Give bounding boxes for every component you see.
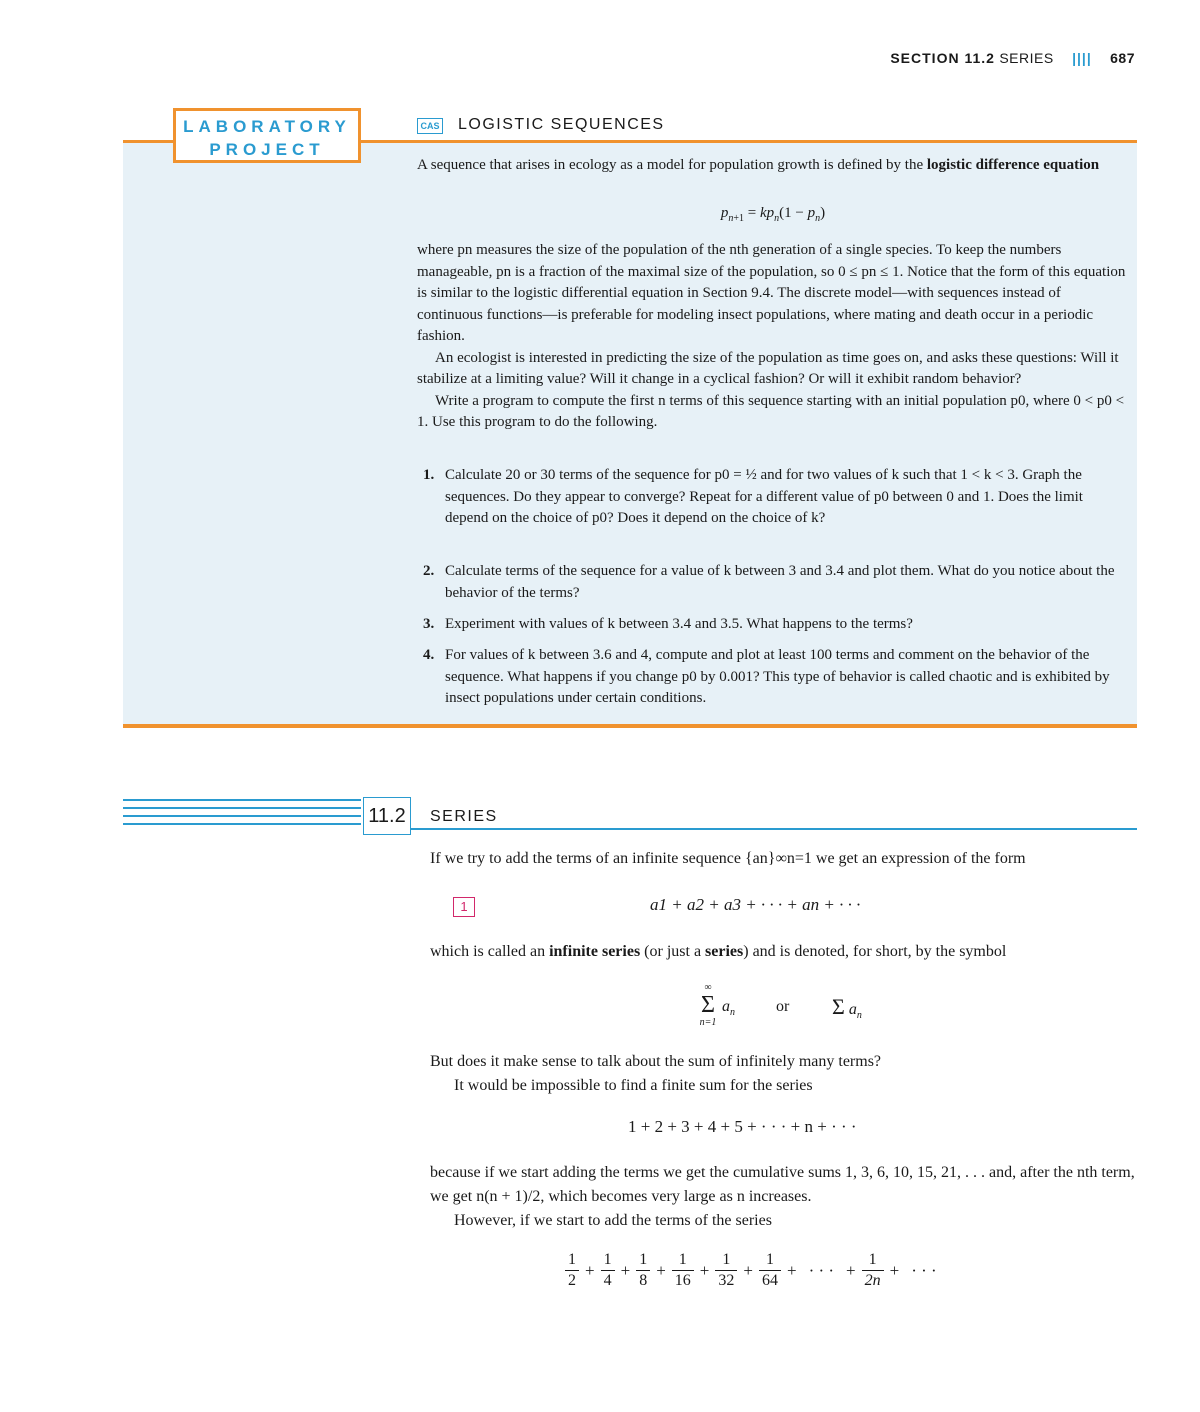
series-line1: If we try to add the terms of an infinite sequence {an}∞n=1 we get an expression of the form <box>430 850 1026 867</box>
line2-bold-series: series <box>705 943 744 960</box>
fraction-1-8: $\frac{1}{8}$ <box>636 1250 650 1291</box>
series-equation-3: $\frac{1}{2}$ + $\frac{1}{4}$ + $\frac{1}{8}$ + $\frac{1}{16}$ + $\frac{1}{32}$ + $\frac{1}{64}$ + · · · + $\frac{1}{2n}$ + · · · <box>565 1250 943 1291</box>
lab-paragraphs <box>417 240 1129 434</box>
fraction-1-2: $\frac{1}{2}$ <box>565 1250 579 1291</box>
badge-line1: LABORATORY <box>183 117 351 136</box>
sigma-icon: Σ <box>832 994 845 1019</box>
section-rule-2 <box>123 807 361 809</box>
series-paragraphs-2 <box>430 1161 1140 1233</box>
lab-item-3 <box>417 614 1129 636</box>
ellipsis: · · · <box>808 1260 835 1280</box>
fraction-1-16: $\frac{1}{16}$ <box>672 1250 694 1291</box>
logistic-equation: $p_{n+1} = kp_n(1 - p_n)$ <box>720 205 826 224</box>
sigma-icon: Σ <box>701 992 715 1018</box>
lab-para3: Write a program to compute the first n terms of this sequence starting with an initial population p0, where 0 < p0 < 1. Use this program to do the following. <box>417 392 1125 430</box>
series-equation-2: 1 + 2 + 3 + 4 + 5 + · · · + n + · · · <box>628 1117 857 1136</box>
ellipsis-end: · · · <box>911 1260 937 1280</box>
section-rule-1 <box>123 799 361 801</box>
item-number: 1. <box>423 467 435 483</box>
item-number: 4. <box>423 647 435 663</box>
line2-text-mid: (or just a <box>640 943 706 960</box>
page-number: 687 <box>1110 50 1135 66</box>
running-header <box>890 50 1135 66</box>
fraction-1-64: $\frac{1}{64}$ <box>759 1250 781 1291</box>
equation-number-marker: 1 <box>453 897 475 917</box>
sum-lower-limit: n=1 <box>699 1017 717 1028</box>
line2-bold-infinite-series: infinite series <box>549 943 641 960</box>
lab-intro <box>417 155 1129 177</box>
section-rule-3 <box>123 815 361 817</box>
item-text: For values of k between 3.6 and 4, compute and plot at least 100 terms and comment on the behavior of the sequence. What happens if you change p0 by 0.001? This type of behavior is called chaotic and is exhibited by insect populations under certain conditions. <box>445 647 1110 706</box>
lab-item-1 <box>417 465 1129 530</box>
header-bars: |||| <box>1072 50 1092 66</box>
fraction-1-2n: $\frac{1}{2n}$ <box>862 1250 884 1291</box>
lab-bottom-rule <box>123 724 1137 728</box>
fraction-1-32: $\frac{1}{32}$ <box>715 1250 737 1291</box>
item-text: Experiment with values of k between 3.4 and 3.5. What happens to the terms? <box>445 616 913 632</box>
cas-icon: CAS <box>417 118 443 134</box>
series-equation-1: a1 + a2 + a3 + · · · + an + · · · <box>650 895 861 914</box>
series-line2 <box>430 940 1140 964</box>
lab-item-4 <box>417 645 1129 710</box>
laboratory-project-badge <box>173 108 361 163</box>
lab-para2: An ecologist is interested in predicting the size of the population as time goes on, and asks these questions: Will it stabilize at a limiting value? Will it change in a cyclical fashion? Or will it exhibit random behavior? <box>417 349 1119 387</box>
section-name: SERIES <box>999 50 1054 66</box>
series-paragraphs <box>430 1050 1140 1098</box>
lab-para1: where pn measures the size of the population of the nth generation of a single species. To keep the numbers manageable, pn is a fraction of the maximal size of the population, so 0 ≤ pn ≤ 1. Notice that the form of this equation is similar to the logistic differential equation in Section 9.4. The discrete model—with sequences instead of continuous functions—is preferable for modeling insect populations, where mating and death occur in a periodic fashion. <box>417 242 1126 344</box>
section-rule-4 <box>123 823 361 825</box>
sum-or: or <box>776 998 790 1015</box>
item-number: 2. <box>423 563 435 579</box>
line2-text: which is called an <box>430 943 550 960</box>
item-text: Calculate 20 or 30 terms of the sequence for p0 = ½ and for two values of k such that 1 < k < 3. Graph the sequences. Do they appear to converge? Repeat for a different value of p0 between 0 and 1. Does the limit depend on the choice of p0? Does it depend on the choice of k? <box>445 467 1083 526</box>
lab-title: LOGISTIC SEQUENCES <box>458 116 665 133</box>
sum-term-an: $a_n$ <box>722 998 735 1019</box>
fraction-1-4: $\frac{1}{4}$ <box>601 1250 615 1291</box>
para-question: But does it make sense to talk about the sum of infinitely many terms? <box>430 1053 882 1070</box>
sum-upper-limit: ∞ <box>704 982 712 993</box>
badge-line2: PROJECT <box>209 140 325 159</box>
para-cumulative: because if we start adding the terms we get the cumulative sums 1, 3, 6, 10, 15, 21, . . . and, after the nth term, we get n(n + 1)/2, which becomes very large as n increases. <box>430 1164 1135 1205</box>
section-title-rule <box>411 828 1137 830</box>
sum-symbol-full <box>693 983 723 1029</box>
sum-symbol-short: Σ $a_n$ <box>832 994 862 1022</box>
para-impossible: It would be impossible to find a finite sum for the series <box>454 1077 813 1094</box>
para-however: However, if we start to add the terms of the series <box>454 1212 772 1229</box>
item-number: 3. <box>423 616 435 632</box>
section-label: SECTION 11.2 <box>890 50 995 66</box>
lab-item-2 <box>417 561 1129 604</box>
item-text: Calculate terms of the sequence for a value of k between 3 and 3.4 and plot them. What do you notice about the behavior of the terms? <box>445 563 1115 601</box>
line2-text-post: ) and is denoted, for short, by the symbol <box>743 943 1007 960</box>
section-title: SERIES <box>430 808 498 825</box>
lab-intro-bold: logistic difference equation <box>926 157 1100 173</box>
lab-intro-text: A sequence that arises in ecology as a model for population growth is defined by the <box>417 157 927 173</box>
section-number-box: 11.2 <box>363 797 411 835</box>
